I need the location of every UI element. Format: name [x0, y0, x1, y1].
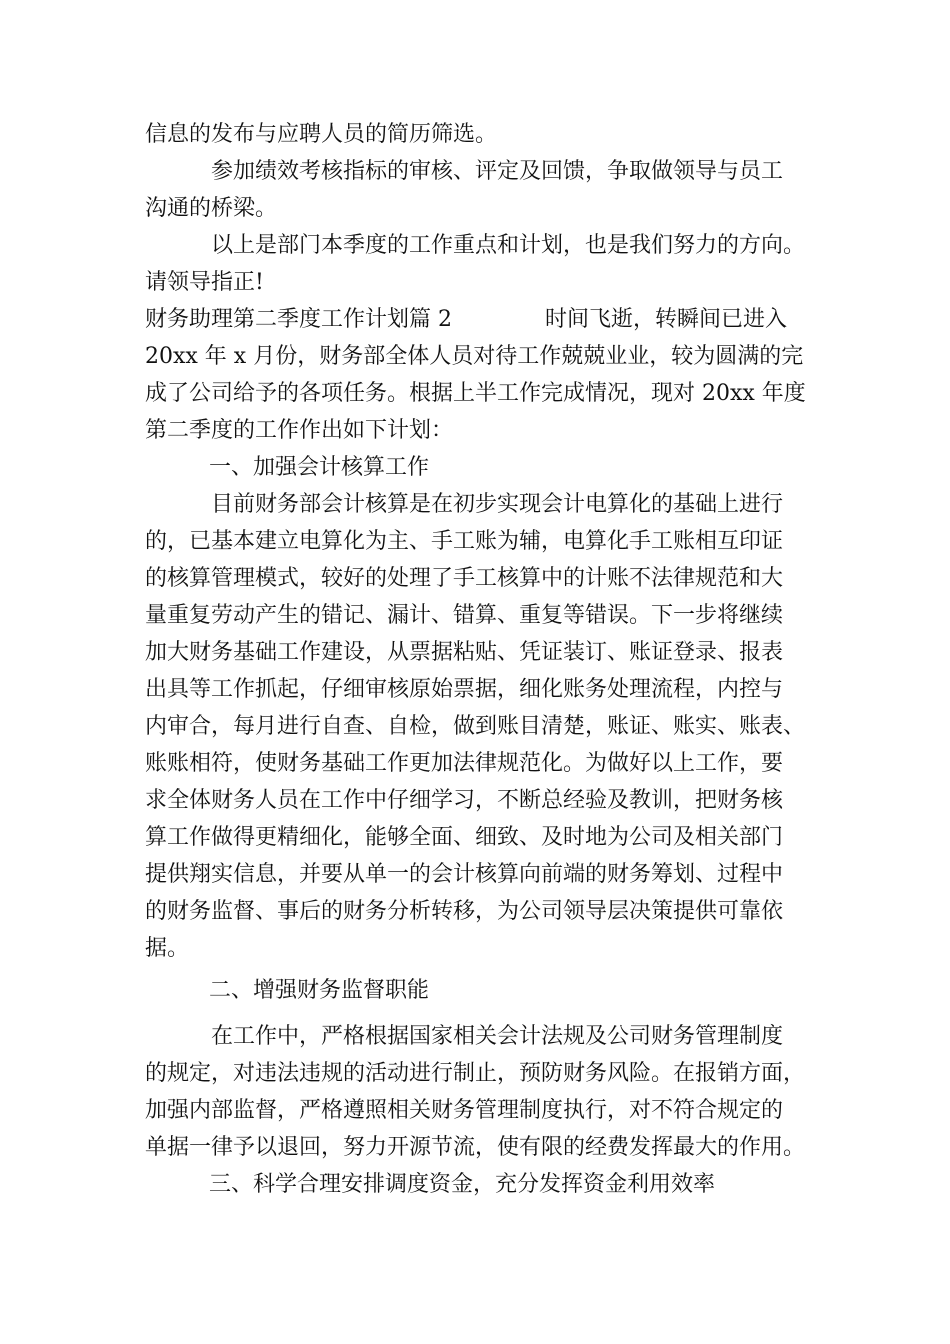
document-body	[145, 116, 825, 1203]
text-line: 的，已基本建立电算化为主、手工账为辅，电算化手工账相互印证	[145, 529, 784, 554]
text-line: 信息的发布与应聘人员的简历筛选。	[145, 122, 498, 147]
text-line: 内审合，每月进行自查、自检，做到账目清楚，账证、账实、账表、	[145, 714, 806, 739]
text-line: 加大财务基础工作建设，从票据粘贴、凭证装订、账证登录、报表	[145, 640, 784, 665]
text-line: 沟通的桥梁。	[145, 196, 278, 221]
text-line: 参加绩效考核指标的审核、评定及回馈，争取做领导与员工	[211, 159, 784, 184]
text-line: 据。	[145, 936, 190, 961]
text-line: 账账相符，使财务基础工作更加法律规范化。为做好以上工作，要	[145, 751, 784, 776]
section-heading: 三、科学合理安排调度资金，充分发挥资金利用效率	[209, 1172, 716, 1197]
text-line: 的财务监督、事后的财务分析转移，为公司领导层决策提供可靠依	[145, 899, 784, 924]
text-line: 求全体财务人员在工作中仔细学习，不断总经验及教训，把财务核	[145, 788, 784, 813]
article-title: 财务助理第二季度工作计划篇 2	[145, 307, 452, 332]
text-line: 以上是部门本季度的工作重点和计划，也是我们努力的方向。	[211, 233, 806, 258]
text-line: 在工作中，严格根据国家相关会计法规及公司财务管理制度	[211, 1024, 784, 1049]
text-line: 目前财务部会计核算是在初步实现会计电算化的基础上进行	[211, 492, 784, 517]
text-line: 请领导指正!	[145, 270, 264, 295]
text-line: 成了公司给予的各项任务。根据上半工作完成情况，现对 20xx 年度	[145, 381, 806, 406]
section-heading: 二、增强财务监督职能	[209, 978, 430, 1003]
text-line: 出具等工作抓起，仔细审核原始票据，细化账务处理流程，内控与	[145, 677, 784, 702]
text-line: 量重复劳动产生的错记、漏计、错算、重复等错误。下一步将继续	[145, 603, 784, 628]
text-line: 加强内部监督，严格遵照相关财务管理制度执行，对不符合规定的	[145, 1098, 784, 1123]
text-line: 单据一律予以退回，努力开源节流，使有限的经费发挥最大的作用。	[145, 1135, 806, 1160]
text-line: 算工作做得更精细化，能够全面、细致、及时地为公司及相关部门	[145, 825, 784, 850]
text-line: 20xx 年 x 月份，财务部全体人员对待工作兢兢业业，较为圆满的完	[145, 344, 804, 369]
text-line: 第二季度的工作作出如下计划：	[145, 418, 454, 443]
text-segment: 时间飞逝，转瞬间已进入	[545, 307, 788, 332]
text-line: 的核算管理模式，较好的处理了手工核算中的计账不法律规范和大	[145, 566, 784, 591]
text-line: 的规定，对违法违规的活动进行制止，预防财务风险。在报销方面，	[145, 1061, 806, 1086]
section-title-line	[145, 301, 825, 338]
text-line: 提供翔实信息，并要从单一的会计核算向前端的财务筹划、过程中	[145, 862, 784, 887]
section-heading: 一、加强会计核算工作	[209, 455, 430, 480]
